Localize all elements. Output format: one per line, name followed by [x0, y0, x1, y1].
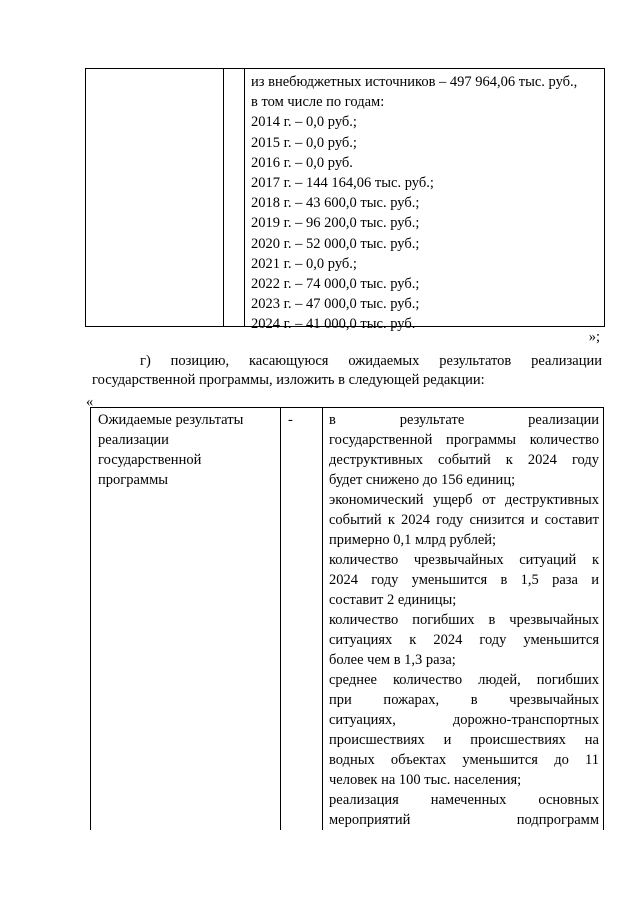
- funding-table: [85, 68, 605, 333]
- paragraph-line: государственной программы, изложить в следующей редакции:: [92, 372, 485, 388]
- result-line: водных объектах уменьшится до 11: [329, 752, 599, 768]
- funding-line: в том числе по годам:: [251, 94, 385, 111]
- result-line: примерно 0,1 млрд рублей;: [329, 532, 497, 548]
- result-line: при пожарах, в чрезвычайных: [329, 692, 599, 708]
- result-line: деструктивных событий к 2024 году: [329, 452, 599, 468]
- funding-line: 2020 г. – 52 000,0 тыс. руб.;: [251, 235, 420, 252]
- funding-line: 2019 г. – 96 200,0 тыс. руб.;: [251, 215, 420, 232]
- dash-cell: -: [288, 412, 293, 428]
- amendment-paragraph: [92, 352, 602, 390]
- funding-line: 2014 г. – 0,0 руб.;: [251, 114, 357, 131]
- opening-quote: «: [86, 394, 94, 410]
- result-line: ситуациях, дорожно-транспортных: [329, 712, 599, 728]
- expected-results-label: Ожидаемые результаты реализации государственной программы: [98, 412, 244, 488]
- funding-line: 2021 г. – 0,0 руб.;: [251, 255, 357, 272]
- table-divider: [223, 69, 224, 326]
- closing-quote: »;: [588, 329, 600, 345]
- result-line: реализация намеченных основных: [329, 792, 599, 808]
- result-line: в результате реализации: [329, 412, 599, 428]
- funding-line: из внебюджетных источников – 497 964,06 тыс. руб.,: [251, 74, 578, 90]
- funding-lines: [251, 72, 598, 335]
- result-line: происшествиях и происшествиях на: [329, 732, 599, 748]
- result-line: будет снижено до 156 единиц;: [329, 472, 516, 488]
- table-divider: [244, 69, 245, 326]
- result-line: событий к 2024 году снизится и составит: [329, 512, 599, 528]
- result-line: экономический ущерб от деструктивных: [329, 492, 599, 508]
- result-line: ситуациях к 2024 году уменьшится: [329, 632, 599, 648]
- funding-line: 2022 г. – 74 000,0 тыс. руб.;: [251, 276, 420, 293]
- result-line: среднее количество людей, погибших: [329, 672, 599, 688]
- funding-line: 2016 г. – 0,0 руб.: [251, 154, 353, 171]
- table-divider: [280, 408, 281, 830]
- funding-line: 2018 г. – 43 600,0 тыс. руб.;: [251, 195, 420, 212]
- expected-results-text: [329, 410, 599, 830]
- funding-line: 2023 г. – 47 000,0 тыс. руб.;: [251, 296, 420, 313]
- result-line: 2024 году уменьшится в 1,5 раза и: [329, 572, 599, 588]
- funding-line: 2015 г. – 0,0 руб.;: [251, 134, 357, 151]
- funding-line: 2017 г. – 144 164,06 тыс. руб.;: [251, 175, 434, 192]
- funding-line: 2024 г. – 41 000,0 тыс. руб.: [251, 316, 416, 333]
- result-line: мероприятий подпрограмм: [329, 812, 599, 828]
- table-divider: [322, 408, 323, 830]
- result-line: человек на 100 тыс. населения;: [329, 772, 522, 788]
- result-line: более чем в 1,3 раза;: [329, 652, 456, 668]
- result-line: составит 2 единицы;: [329, 592, 457, 608]
- result-line: количество погибших в чрезвычайных: [329, 612, 599, 628]
- paragraph-line: г) позицию, касающуюся ожидаемых результатов реализации: [140, 353, 602, 369]
- expected-results-table: [90, 407, 604, 830]
- result-line: государственной программы количество: [329, 432, 599, 448]
- result-line: количество чрезвычайных ситуаций к: [329, 552, 599, 568]
